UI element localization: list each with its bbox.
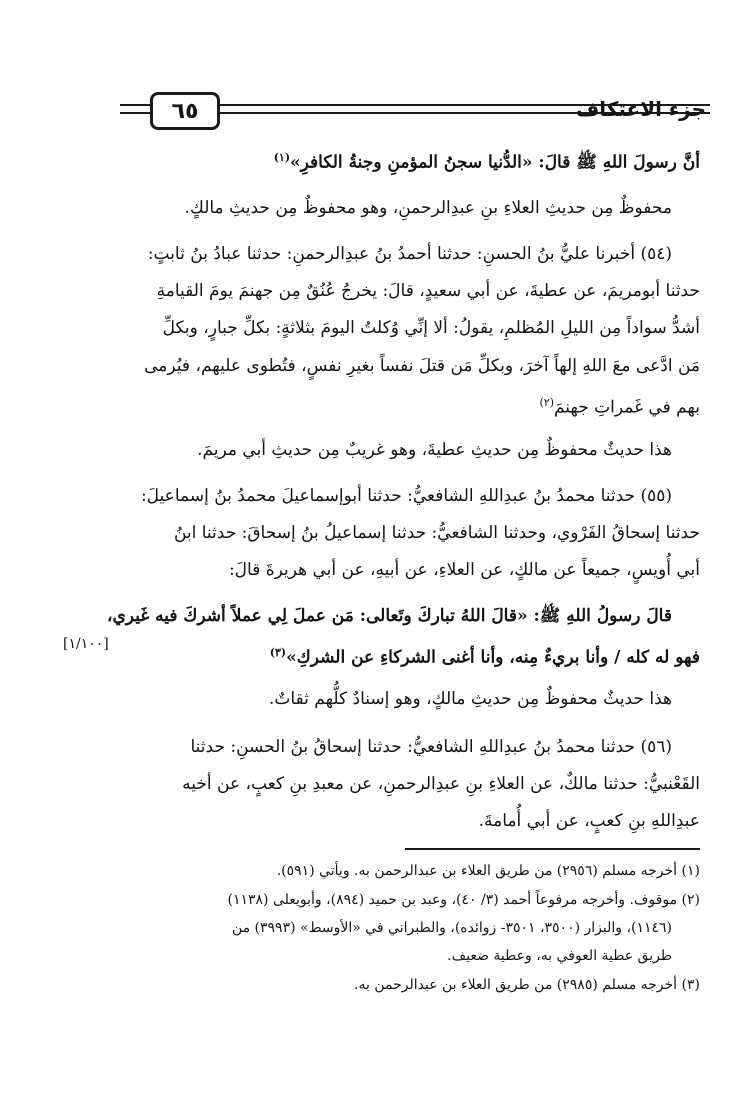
text-line: محفوظٌ مِن حديثِ العلاءِ بنِ عبدِالرحمنِ، وهو محفوظٌ مِن حديثِ مالكٍ. bbox=[184, 198, 672, 218]
text-line: هذا حديثٌ محفوظٌ مِن حديثِ عطيةَ، وهو غريبٌ مِن حديثِ أبي مريمَ. bbox=[197, 440, 672, 460]
footnote: (٢) موقوف. وأخرجه مرفوعاً أحمد (٣/ ٤٠)، وعبد بن حميد (٨٩٤)، وأبويعلى (١١٣٨) bbox=[227, 892, 700, 908]
footnote-continuation: طريق عطية العوفي به، وعطية ضعيف. bbox=[447, 948, 672, 964]
text-line: هذا حديثٌ محفوظٌ مِن حديثِ مالكٍ، وهو إسنادٌ كلُّهم ثقاتٌ. bbox=[268, 689, 672, 709]
footnote-ref: (٣) bbox=[269, 646, 287, 659]
text-line: فهو له كله / وأنا بريءٌ مِنه، وأنا أغنى الشركاءِ عن الشركِ»$^{(٣)}$ bbox=[269, 646, 700, 668]
footnote-separator bbox=[405, 848, 700, 850]
margin-reference: [١/١٠٠] bbox=[63, 636, 109, 652]
text-line: عبدِاللهِ بنِ كعبٍ، عن أبي أُمامةَ. bbox=[478, 811, 700, 831]
text-line: (٥٦) حدثنا محمدُ بنُ عبدِاللهِ الشافعيُّ: حدثنا إسحاقُ بنُ الحسنِ: حدثنا bbox=[190, 737, 672, 757]
text-line: أنَّ رسولَ اللهِ ﷺ قالَ: «الدُّنيا سجنُ المؤمنِ وجنةُ الكافرِ»$^{(١)}$ bbox=[273, 151, 700, 173]
part-title: جزء الاعتكاف bbox=[576, 97, 706, 121]
text-line: (٥٥) حدثنا محمدُ بنُ عبدِاللهِ الشافعيُّ: حدثنا أبوإسماعيلَ محمدُ بنُ إسماعيلَ: bbox=[140, 486, 672, 506]
text-line: أبي أُويسٍ، جميعاً عن مالكٍ، عن العلاءِ، عن أبيهِ، عن أبي هريرةَ قالَ: bbox=[228, 560, 700, 580]
page-number: ٦٥ bbox=[150, 92, 220, 130]
text-line: القَعْنبيُّ: حدثنا مالكٌ، عن العلاءِ بنِ عبدِالرحمنِ، عن معبدِ بنِ كعبٍ، عن أخيه bbox=[182, 774, 700, 794]
footnote-continuation: (١١٤٦)، والبزار (٣٥٠٠، ٣٥٠١- زوائده)، والطبراني في «الأوسط» (٣٩٩٣) من bbox=[231, 920, 672, 936]
text-line: (٥٤) أخبرنا عليُّ بنُ الحسنِ: حدثنا أحمدُ بنُ عبدِالرحمنِ: حدثنا عبادُ بنُ ثابتٍ: bbox=[147, 244, 672, 264]
text-line: بهم في غَمراتِ جهنمَ$^{(٢)}$ bbox=[539, 396, 700, 418]
text-line: حدثنا أبومريمَ، عن عطيةَ، عن أبي سعيدٍ، قالَ: يخرجُ عُنُقٌ مِن جهنمَ يومَ القيامةِ bbox=[156, 281, 700, 301]
text-line: مَن ادَّعى معَ اللهِ إلهاً آخرَ، وبكلِّ مَن قتلَ نفساً بغيرِ نفسٍ، فتُطوى عليهم، فيُرمى bbox=[144, 356, 700, 376]
text-line: حدثنا إسحاقُ الفَرْوي، وحدثنا الشافعيُّ: حدثنا إسماعيلُ بنُ إسحاقَ: حدثنا ابنُ bbox=[173, 523, 700, 543]
text-line: أشدُّ سواداً مِن الليلِ المُظلمِ، يقولُ: ألا إنِّي وُكلتُ اليومَ بثلاثةٍ: بكلِّ جبارٍ، وبكلِّ bbox=[162, 318, 700, 338]
text-line: قالَ رسولُ اللهِ ﷺ: «قالَ اللهُ تباركَ وتَعالى: مَن عملَ لِي عملاً أشركَ فيه غَيري، bbox=[107, 606, 672, 626]
footnote-ref: (١) bbox=[273, 151, 291, 164]
footnote-ref: (٢) bbox=[539, 396, 554, 409]
footnote: (٣) أخرجه مسلم (٢٩٨٥) من طريق العلاء بن عبدالرحمن به. bbox=[354, 977, 700, 993]
footnote: (١) أخرجه مسلم (٢٩٥٦) من طريق العلاء بن عبدالرحمن به. ويأتي (٥٩١). bbox=[276, 863, 700, 879]
